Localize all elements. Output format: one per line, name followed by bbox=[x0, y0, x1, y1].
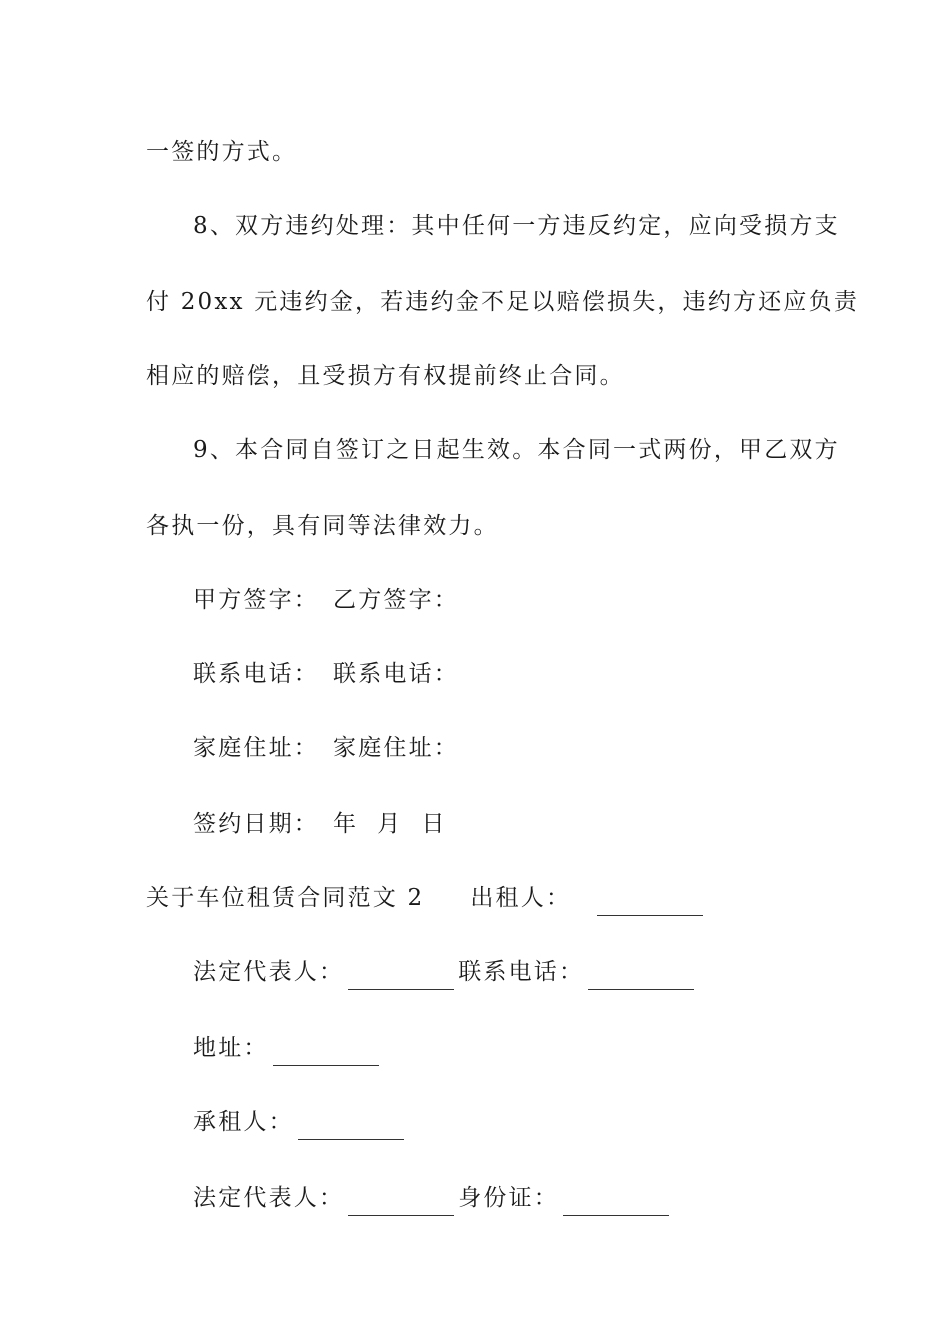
lessee-blank bbox=[298, 1115, 404, 1140]
date-day: 日 bbox=[421, 811, 447, 837]
lessor-label: 出租人： bbox=[470, 885, 572, 911]
contract-2-title-line bbox=[146, 880, 826, 916]
date-line bbox=[193, 806, 873, 842]
address-field-line bbox=[193, 1030, 873, 1066]
phone-line bbox=[193, 656, 873, 692]
legal-rep-line bbox=[193, 954, 873, 990]
contract-2-title: 关于车位租赁合同范文 2 bbox=[146, 885, 425, 911]
id-label: 身份证： bbox=[458, 1185, 560, 1211]
date-label: 签约日期： bbox=[193, 811, 319, 837]
legal-rep-blank bbox=[348, 965, 454, 990]
phone-blank bbox=[588, 965, 694, 990]
party-b-address-label: 家庭住址： bbox=[333, 735, 459, 761]
legal-rep-label: 法定代表人： bbox=[193, 959, 345, 985]
paragraph-text: 一签的方式。 bbox=[146, 139, 298, 165]
party-a-phone-label: 联系电话： bbox=[193, 661, 319, 687]
clause-9-text: 9、本合同自签订之日起生效。本合同一式两份，甲乙双方 bbox=[193, 437, 840, 463]
legal-rep-2-blank bbox=[348, 1191, 454, 1216]
date-year: 年 bbox=[333, 811, 359, 837]
date-month: 月 bbox=[377, 811, 403, 837]
lessee-label: 承租人： bbox=[193, 1109, 294, 1135]
id-blank bbox=[563, 1191, 669, 1216]
party-a-sign-label: 甲方签字： bbox=[193, 587, 319, 613]
party-a-address-label: 家庭住址： bbox=[193, 735, 319, 761]
clause-8-text: 8、双方违约处理：其中任何一方违反约定，应向受损方支 bbox=[193, 213, 840, 239]
party-b-phone-label: 联系电话： bbox=[333, 661, 459, 687]
phone-label: 联系电话： bbox=[458, 959, 585, 985]
clause-8-text: 付 20xx 元违约金，若违约金不足以赔偿损失，违约方还应负责 bbox=[146, 289, 860, 315]
legal-rep-2-label: 法定代表人： bbox=[193, 1185, 345, 1211]
lessee-line bbox=[193, 1104, 873, 1140]
signature-line bbox=[193, 582, 873, 618]
address-line bbox=[193, 730, 873, 766]
clause-9-text: 各执一份，具有同等法律效力。 bbox=[146, 513, 499, 539]
party-b-sign-label: 乙方签字： bbox=[333, 587, 459, 613]
legal-rep-2-line bbox=[193, 1180, 873, 1216]
lessor-blank bbox=[597, 891, 703, 916]
address-blank bbox=[273, 1041, 379, 1066]
clause-8-text: 相应的赔偿，且受损方有权提前终止合同。 bbox=[146, 363, 625, 389]
address-label: 地址： bbox=[193, 1035, 269, 1061]
